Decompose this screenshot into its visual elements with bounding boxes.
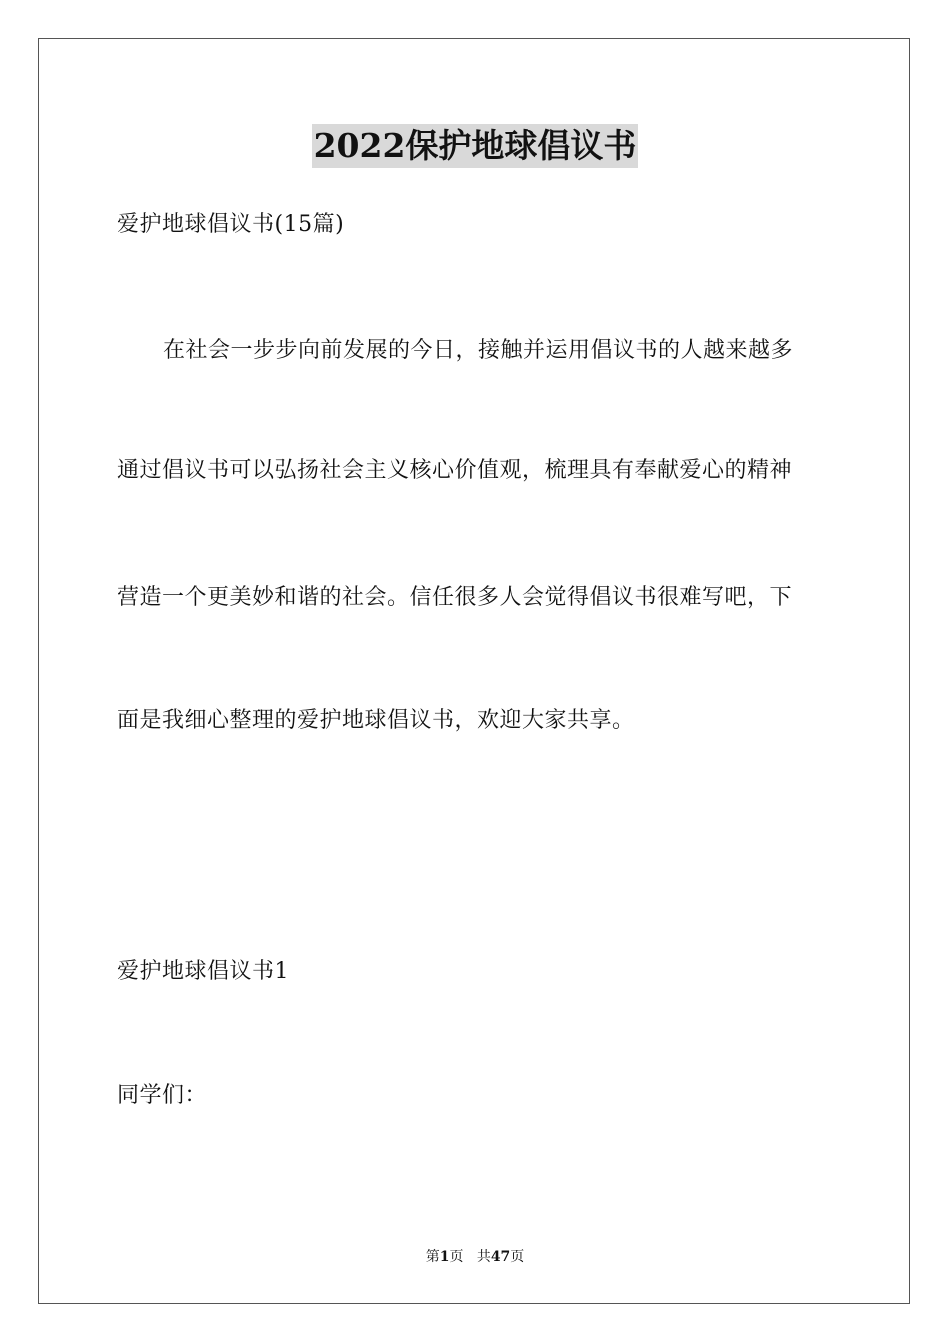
footer-total-prefix: 共 [476,1249,491,1265]
paragraph-line-2: 通过倡议书可以弘扬社会主义核心价值观，梳理具有奉献爱心的精神 [117,458,793,483]
section-heading: 爱护地球倡议书1 [117,959,289,984]
footer-page-number: 1 [439,1249,450,1265]
salutation: 同学们： [117,1083,208,1108]
footer-total-pages: 47 [490,1249,511,1265]
title-container [0,124,950,168]
footer-page-suffix: 页 [449,1249,464,1265]
paragraph-line-1: 在社会一步步向前发展的今日，接触并运用倡议书的人越来越多 [163,338,794,363]
document-title: 2022保护地球倡议书 [312,124,639,168]
page-footer [0,1248,950,1266]
footer-prefix: 第 [425,1249,440,1265]
document-subtitle: 爱护地球倡议书(15篇) [117,212,345,237]
paragraph-line-4: 面是我细心整理的爱护地球倡议书，欢迎大家共享。 [117,708,635,733]
footer-total-suffix: 页 [510,1249,525,1265]
paragraph-line-3: 营造一个更美妙和谐的社会。信任很多人会觉得倡议书很难写吧，下 [117,585,793,610]
